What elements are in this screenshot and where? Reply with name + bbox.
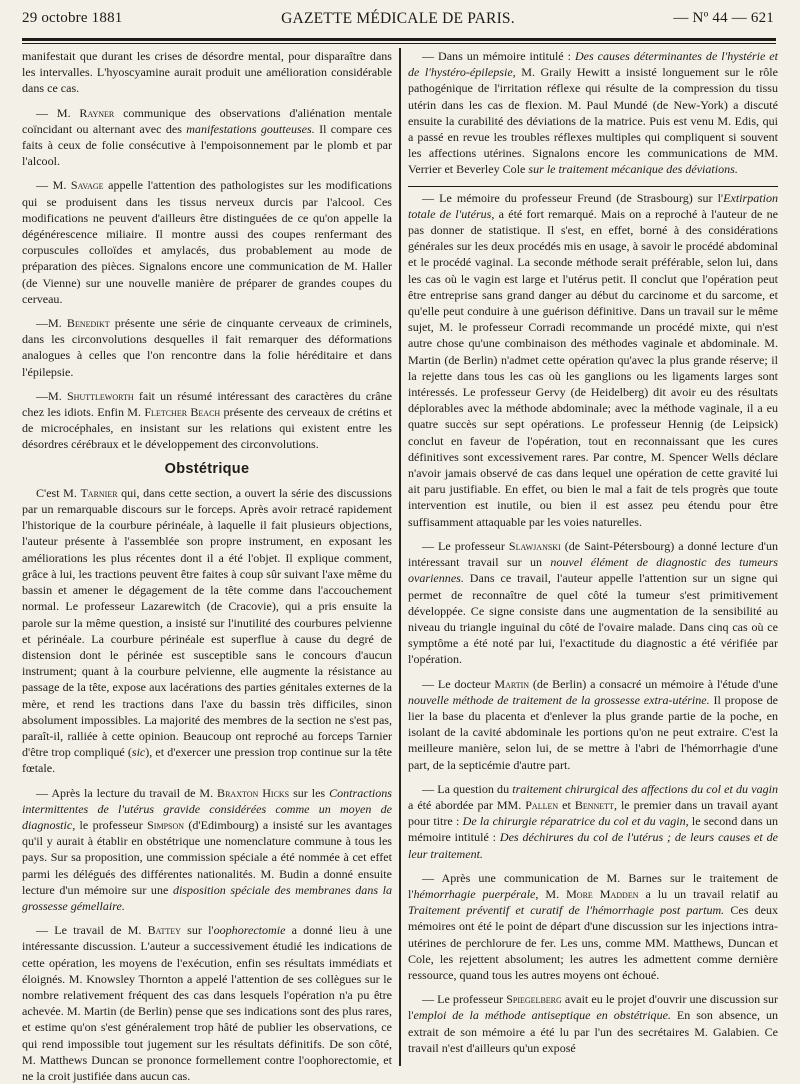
header-date: 29 octobre 1881 [22,10,123,26]
author-name: Pallen [525,797,559,812]
paragraph: — Le travail de M. Battey sur l'oophorectomie a donné lieu à une intéressante discussion. L'auteur a successivement étudié les indications de cette opération, les moyens de l'exécution, enfin ses résultats immédiats et éloignés. M. Knowsley Thornton a appelé l'attention de ses collègues sur le nombre relativement fréquent des cas dans lesquels l'opération n'a pu être achevée. M. Martin (de Berlin) pense que ses indications sont des plus rares, et estime qu'on s'est généralement trop hâté de publier les observations, ce qui rend impossible tout jugement sur les résultats définitifs. De son côté, M. Matthews Duncan se prononce formellement contre l'oophorectomie, et ne la croit justifiée dans aucun cas. [22,923,393,1083]
author-name: Fletcher Beach [144,405,221,420]
left-column [22,48,393,1083]
header-rule-thin [22,43,776,44]
paragraph: — Après la lecture du travail de M. Braxton Hicks sur les Contractions intermittentes de l'utérus gravide considérées comme un moyen de diagnostic, le professeur Simpson (d'Edimbourg) a insisté sur les avantages qu'il y aurait à établir en obstétrique une nomenclature commune à tous les pays. Sur sa proposition, une commission spéciale a été nommée à cet effet parmi les délégués des différentes nationalités. M. Budin a donné ensuite lecture d'un mémoire sur une disposition spéciale des membranes dans la grossesse gémellaire. [22,785,393,913]
author-name: Rayner [79,105,115,120]
paragraph: — La question du traitement chirurgical des affections du col et du vagin a été abordée par MM. Pallen et Bennett, le premier dans un travail ayant pour titre : De la chirurgie réparatrice du col et du vagin, le second dans un mémoire intitulé : Des déchirures du col de l'utérus ; de leurs causes et de leur traitement. [408,781,778,861]
column-divider [399,48,401,1066]
paragraph: — Le professeur Spiegelberg avait eu le projet d'ouvrir une discussion sur l'emploi de la méthode antiseptique en obstétrique. En son absence, un extrait de son mémoire a été lu par l'un des secrétaires M. Galabien. Ce travail n'est d'ailleurs qu'un exposé [408,992,778,1055]
paragraph: — M. Savage appelle l'attention des pathologistes sur les modifications qui se produisent dans les tissus nerveux durcis par l'alcool. Ces modifications ne peuvent d'ailleurs être distinguées de ce qu'on appelle la dégénérescence miliaire. Il montre aussi des coupes renfermant des corpuscules colloïdes et amylacés, dus probablement au mode de préparation des pièces. Signalons encore une communication de M. Haller (de Vienne) sur une nouvelle manière de préparer de grandes coupes du cerveau. [22,178,392,306]
paragraph: —M. Benedikt présente une série de cinquante cerveaux de criminels, dans les circonvolutions desquelles il fait remarquer des déformations analogues à celles que l'on rencontre dans la folie héréditaire et dans l'épilepsie. [22,316,392,379]
author-name: Benedikt [66,316,110,331]
paragraph: manifestait que durant les crises de désordre mental, pour disparaître dans les intervalles. L'hyoscyamine aurait produit une amélioration considérable dans ce cas. [22,49,392,96]
paragraph: — Le docteur Martin (de Berlin) a consacré un mémoire à l'étude d'une nouvelle méthode de traitement de la grossesse extra-utérine. Il propose de lier la base du placenta et d'enlever la plus grande partie de la poche, en isolant de la cavité abdominale les portions qu'on ne peut extraire. C'est la meilleure manière, selon lui, de se mettre à l'abri de l'hémorrhagie d'une part, de la septicémie d'autre part. [408,676,778,772]
header-rule-thick [22,38,776,41]
paragraph: C'est M. Tarnier qui, dans cette section, a ouvert la série des discussions par un remarquable discours sur le forceps. Après avoir retracé rapidement l'historique de la courbure périnéale, à laquelle il fait plusieurs objections, l'auteur présente à l'assemblée son propre instrument, en exposant les améliorations les plus récentes dont il a été l'objet. Il explique comment, grâce à lui, les tractions peuvent être faites à coup sûr suivant l'axe même du bassin et amener le dégagement de la tête comme dans l'accouchement normal. Le professeur Lazarewitch (de Cracovie), qui a pris ensuite la parole sur la même question, a insisté sur l'inutilité des courbures pelvienne et périnéale. La courbure périnéale est superflue à cause du degré de distension dont le périnée est susceptible sans le concours d'aucun instrument; quant à la courbure pelvienne, elle augmente la résistance au passage de la tête, expose aux lacérations des parties génitales externes de la mère, et rend les tractions dans l'axe du bassin très difficiles, sinon absolument impossibles. La majorité des membres de la section ne s'est pas, paraît-il, ralliée à cette opinion. Beaucoup ont reproché au forceps Tarnier d'être trop compliqué (sic), et d'exercer une pression trop continue sur la tête fœtale. [22,485,392,776]
author-name: Spiegelberg [506,992,562,1007]
paragraph: — Dans un mémoire intitulé : Des causes déterminantes de l'hystérie et de l'hystéro-épilepsie, M. Graily Hewitt a insisté longuement sur le rôle pathogénique de l'irritation réflexe qui résulte de la compression du tissu utérin dans les cas de flexion. M. Paul Mundé (de New-York) a discuté ensuite la curabilité des déviations de la matrice. Puis est venu M. Edis, qui a passé en revue les troubles réflexes multiples qui compliquent si souvent les affections utérines. Signalons encore les communications de MM. Verrier et Beverley Cole sur le traitement mécanique des déviations. [408,49,778,177]
right-column [408,48,778,1068]
author-name: Shuttleworth [66,388,134,403]
journal-title: GAZETTE MÉDICALE DE PARIS. [281,10,515,27]
paragraph: — Après une communication de M. Barnes sur le traitement de l'hémorrhagie puerpérale, M. More Madden a lu un travail relatif au Traitement préventif et curatif de l'hémorrhagie post partum. Ces deux mémoires ont été le point de départ d'une discussion sur les injections intra-utérines de perchlorure de fer. Les uns, comme MM. Matthews, Duncan et Cole, les rejettent absolument; les autres les admettent comme dernière ressource, quand tous les autres moyens ont échoué. [408,870,779,982]
author-name: Bennett, [574,797,617,812]
author-name: Tarnier [80,485,118,500]
section-heading: Obstétrique [164,460,250,477]
paragraph: —M. Shuttleworth fait un résumé intéressant des caractères du crâne chez les idiots. Enfin M. Fletcher Beach présente des cerveaux de crétins et de microcéphales, en insistant sur les relations qui existent entre les désordres cérébraux et le développement des circonvolutions. [22,388,392,452]
paragraph: — M. Rayner communique des observations d'aliénation mentale coïncidant ou alternant avec des manifestations goutteuses. Il compare ces faits à ceux de folie consécutive à l'empoisonnement par le plomb et par l'alcool. [22,105,393,169]
author-name: Simpson [147,817,185,832]
author-name: Battey [147,923,181,938]
page-header [22,10,774,38]
author-name: More Madden [566,886,639,901]
author-name: Slawjanski [508,538,561,553]
paragraph: — Le professeur Slawjanski (de Saint-Pétersbourg) a donné lecture d'un intéressant travail sur un nouvel élément de diagnostic des tumeurs ovariennes. Dans ce travail, l'auteur appelle l'attention sur un signe qui permet de reconnaître de quel côté la tumeur s'est primitivement développée. Ce signe consiste dans une augmentation de la sensibilité au niveau du triangle inguinal du côté de l'ovaire malade. Dans cinq cas où ce symptôme a été noté par lui, l'exactitude du diagnostic a été vérifiée par l'opération. [408,538,778,667]
author-name: Savage [70,178,104,193]
author-name: Martin [494,676,530,691]
author-name: Braxton Hicks [217,785,290,800]
paragraph: — Le mémoire du professeur Freund (de Strasbourg) sur l'Extirpation totale de l'utérus, a été fort remarqué. Mais on a reproché à l'auteur de ne pas donner de statistique. Il s'est, en effet, borné à des considérations générales sur les deux procédés mis en usage, à savoir le procédé abdominal et le procédé vaginal. La seconde méthode serait préférable, selon lui, dans les cas où le vagin est large et l'utérus petit. Il conclut que l'opération peut être entreprise sans grand danger au début du carcinome et du sarcome, et qu'elle peut conduire à une guérison définitive. Dans un travail sur le même sujet, M. le professeur Corradi recommande un procédé mixte, qui n'est autre chose qu'une combinaison des méthodes vaginale et abdominale. M. Martin (de Berlin) n'admet cette opération qu'avec la plus grande réserve; il la rejette dans tous les cas où les ganglions ou les ligaments larges sont intéressés. Le professeur Gervy (de Heidelberg) dit avoir eu des résultats déplorables avec la méthode abdominale; avec la méthode vaginale, il a eu quatre succès sur sept opérations. Le professeur Hennig (de Leipsick) conclut en faveur de l'opération, tout en reconnaissant que les cures définitives sont excessivement rares. Par contre, M. Spencer Wells déclare n'avoir jamais observé de cas dans lequel une opération de cette gravité lui ait paru justifiable. En effet, ou bien le mal a fait de tels progrès que toute intervention est inutile, ou bien il est assez peu étendu pour être suffisamment attaquable par les voies naturelles. [408,186,778,530]
page-number: — Nº 44 — 621 [673,10,774,26]
